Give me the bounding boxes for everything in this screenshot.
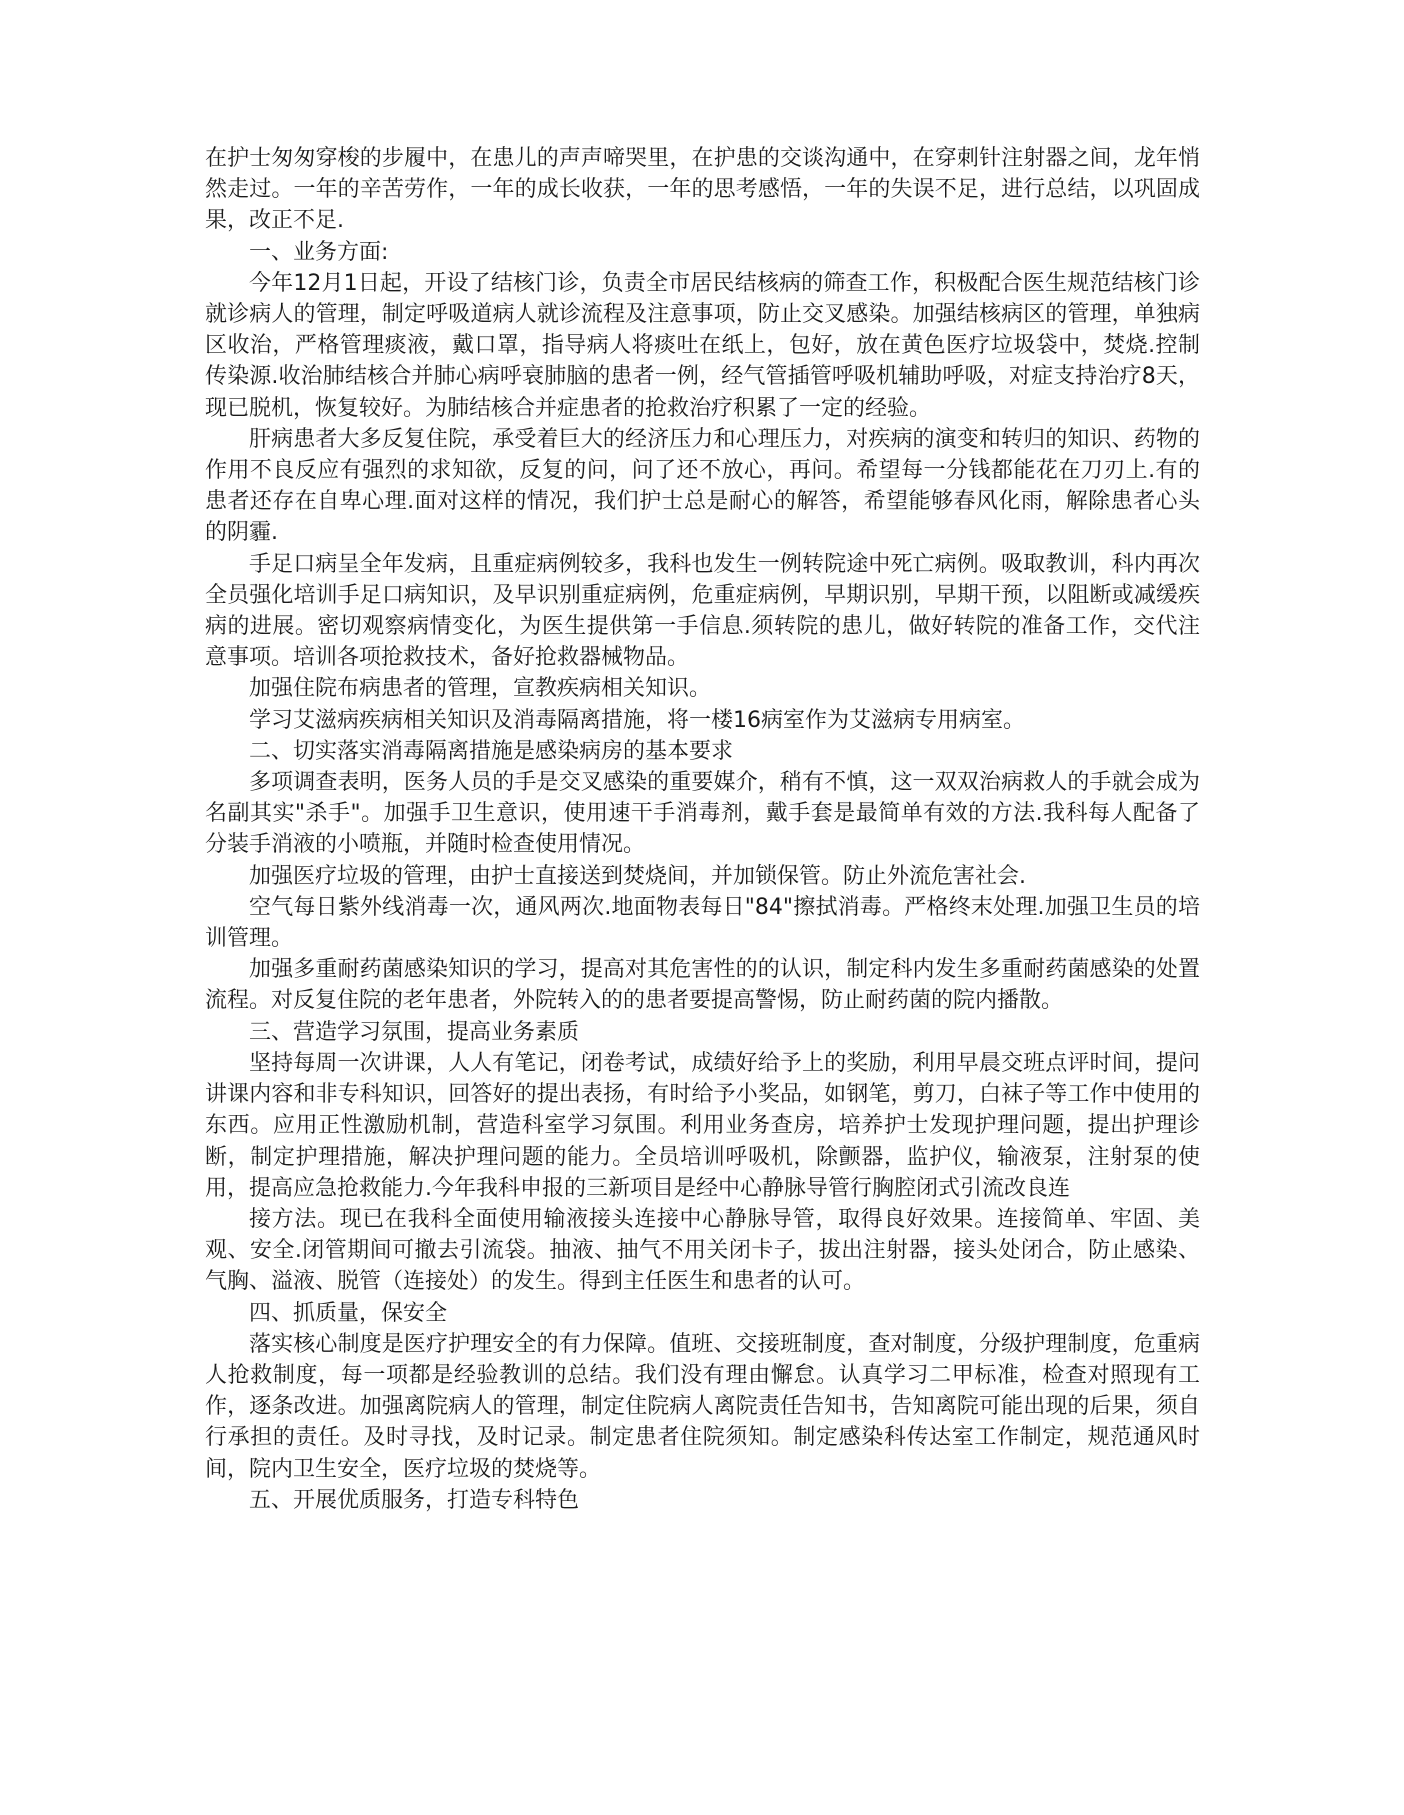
intro-paragraph: 在护士匆匆穿梭的步履中，在患儿的声声啼哭里，在护患的交谈沟通中，在穿刺针注射器之间，龙年悄然走过。一年的辛苦劳作，一年的成长收获，一年的思考感悟，一年的失误不足，进行总结，以巩固成果，改正不足. [205, 146, 1200, 234]
section-heading-learning: 三、营造学习氛围，提高业务素质 [249, 1019, 580, 1045]
paragraph-hfmd: 手足口病呈全年发病，且重症病例较多，我科也发生一例转院途中死亡病例。吸取教训，科内再次全员强化培训手足口病知识，及早识别重症病例，危重症病例，早期识别，早期干预，以阻断或减缓疾病的进展。密切观察病情变化，为医生提供第一手信息.须转院的患儿，做好转院的准备工作，交代注意事项。培训各项抢救技术，备好抢救器械物品。 [205, 551, 1200, 671]
document-body [205, 143, 1200, 1516]
paragraph-weekly-lecture: 坚持每周一次讲课，人人有笔记，闭卷考试，成绩好给予上的奖励，利用早晨交班点评时间，提问讲课内容和非专科知识，回答好的提出表扬，有时给予小奖品，如钢笔，剪刀，白袜子等工作中使用的东西。应用正性激励机制，营造科室学习氛围。利用业务查房，培养护士发现护理问题，提出护理诊断，制定护理措施，解决护理问题的能力。全员培训呼吸机，除颤器，监护仪，输液泵，注射泵的使用，提高应急抢救能力.今年我科申报的三新项目是经中心静脉导管行胸腔闭式引流改良连 [205, 1050, 1200, 1201]
paragraph-core-systems: 落实核心制度是医疗护理安全的有力保障。值班、交接班制度，查对制度，分级护理制度，危重病人抢救制度，每一项都是经验教训的总结。我们没有理由懈怠。认真学习二甲标准，检查对照现有工作，逐条改进。加强离院病人的管理，制定住院病人离院责任告知书，告知离院可能出现的后果，须自行承担的责任。及时寻找，及时记录。制定患者住院须知。制定感染科传达室工作制定，规范通风时间，院内卫生安全，医疗垃圾的焚烧等。 [205, 1331, 1200, 1482]
section-heading-quality: 四、抓质量，保安全 [249, 1300, 448, 1326]
paragraph-mdro: 加强多重耐药菌感染知识的学习，提高对其危害性的的认识，制定科内发生多重耐药菌感染的处置流程。对反复住院的老年患者，外院转入的的患者要提高警惕，防止耐药菌的院内播散。 [205, 957, 1200, 1014]
paragraph-hand-hygiene: 多项调查表明，医务人员的手是交叉感染的重要媒介，稍有不慎，这一双双治病救人的手就会成为名副其实"杀手"。加强手卫生意识，使用速干手消毒剂，戴手套是最简单有效的方法.我科每人配备了分装手消液的小喷瓶，并随时检查使用情况。 [205, 770, 1200, 858]
paragraph-medical-waste: 加强医疗垃圾的管理，由护士直接送到焚烧间，并加锁保管。防止外流危害社会. [249, 863, 1026, 889]
paragraph-liver-patients: 肝病患者大多反复住院，承受着巨大的经济压力和心理压力，对疾病的演变和转归的知识、药物的作用不良反应有强烈的求知欲，反复的问，问了还不放心，再问。希望每一分钱都能花在刀刃上.有的患者还存在自卑心理.面对这样的情况，我们护士总是耐心的解答，希望能够春风化雨，解除患者心头的阴霾. [205, 426, 1200, 546]
paragraph-tb-clinic: 今年12月1日起，开设了结核门诊，负责全市居民结核病的筛查工作，积极配合医生规范结核门诊就诊病人的管理，制定呼吸道病人就诊流程及注意事项，防止交叉感染。加强结核病区的管理，单独病区收治，严格管理痰液，戴口罩，指导病人将痰吐在纸上，包好，放在黄色医疗垃圾袋中，焚烧.控制传染源.收治肺结核合并肺心病呼衰肺脑的患者一例，经气管插管呼吸机辅助呼吸，对症支持治疗8天，现已脱机，恢复较好。为肺结核合并症患者的抢救治疗积累了一定的经验。 [205, 270, 1200, 421]
section-heading-business: 一、业务方面: [249, 239, 389, 265]
paragraph-aids: 学习艾滋病疾病相关知识及消毒隔离措施，将一楼16病室作为艾滋病专用病室。 [249, 707, 1025, 733]
paragraph-air-disinfection: 空气每日紫外线消毒一次，通风两次.地面物表每日"84"擦拭消毒。严格终末处理.加强卫生员的培训管理。 [205, 894, 1200, 952]
section-heading-service: 五、开展优质服务，打造专科特色 [249, 1487, 580, 1513]
section-heading-disinfection: 二、切实落实消毒隔离措施是感染病房的基本要求 [249, 738, 734, 764]
paragraph-connection-method: 接方法。现已在我科全面使用输液接头连接中心静脉导管，取得良好效果。连接简单、牢固、美观、安全.闭管期间可撤去引流袋。抽液、抽气不用关闭卡子，拔出注射器，接头处闭合，防止感染、气胸、溢液、脱管（连接处）的发生。得到主任医生和患者的认可。 [205, 1206, 1200, 1295]
paragraph-brucellosis: 加强住院布病患者的管理，宣教疾病相关知识。 [249, 676, 712, 702]
